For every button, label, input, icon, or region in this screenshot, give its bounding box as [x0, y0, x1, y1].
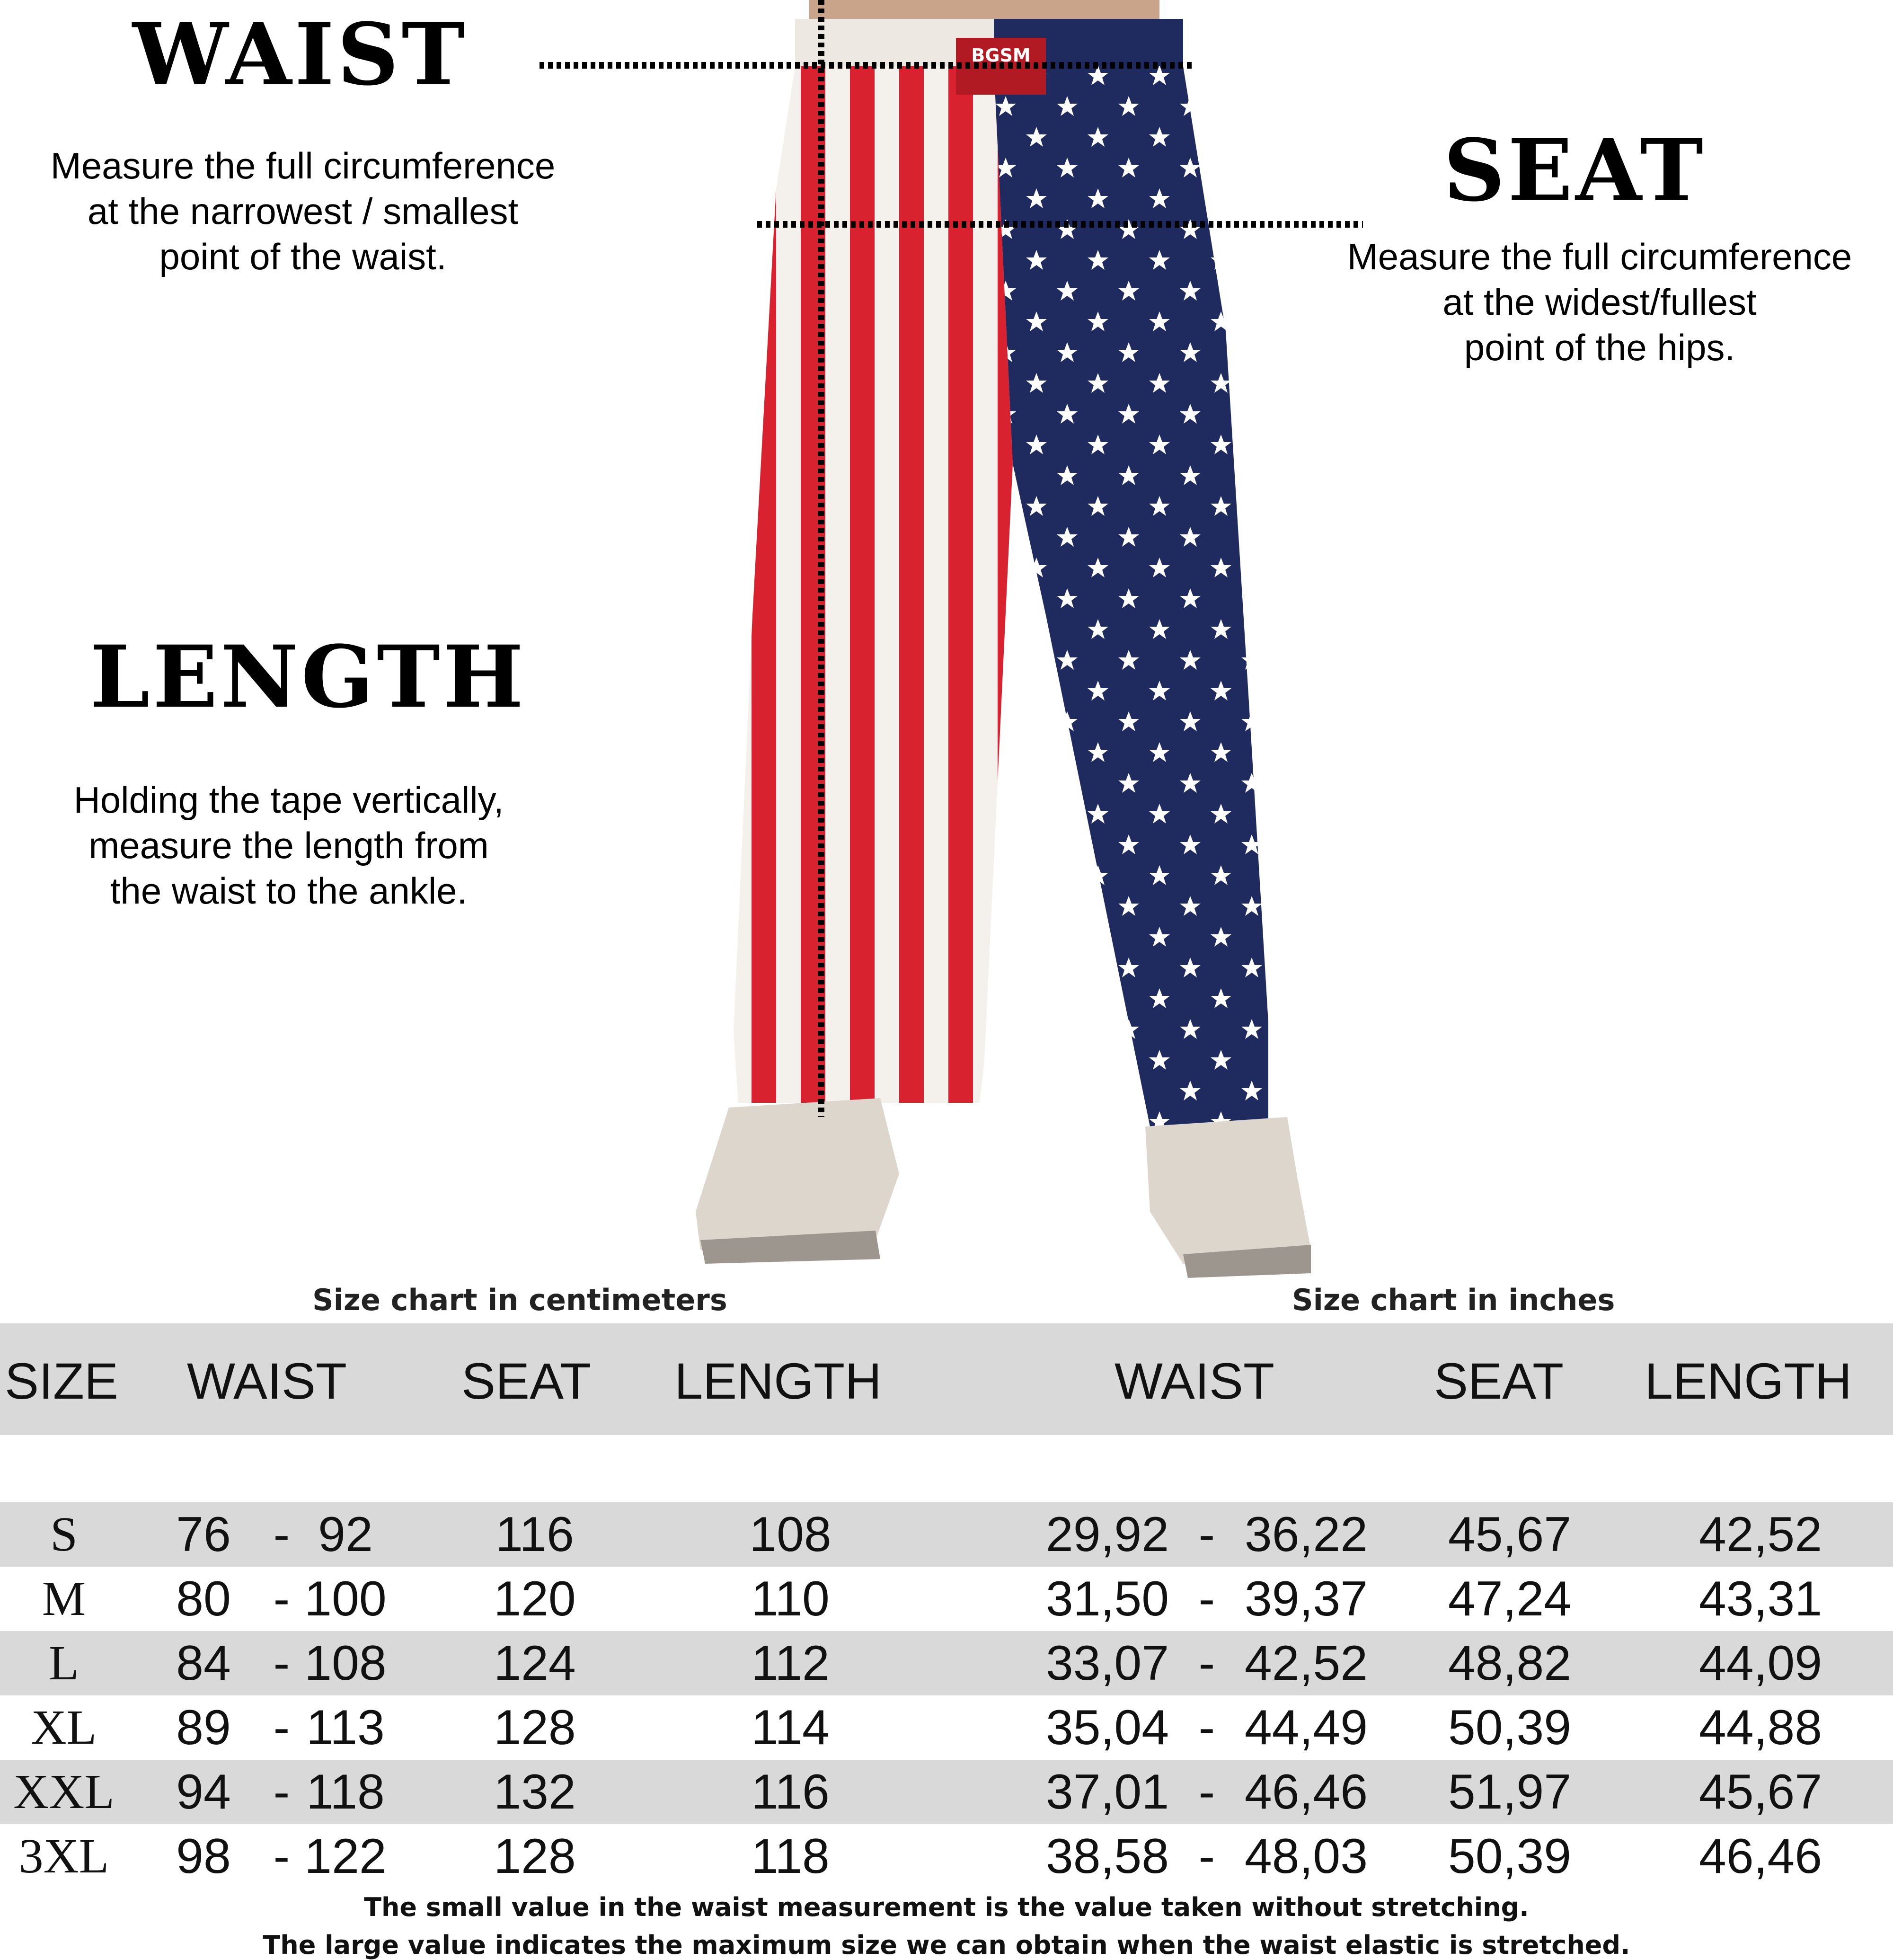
cell-in-waist-separator: -	[1198, 1507, 1215, 1562]
cell-cm-seat: 128	[494, 1829, 576, 1884]
cell-cm-waist-separator: -	[273, 1765, 290, 1819]
cell-cm-waist-max: 122	[304, 1829, 387, 1884]
waist-desc-line: point of the waist.	[159, 236, 447, 277]
waist-desc-line: Measure the full circumference	[50, 145, 556, 186]
cell-cm-waist-min: 76	[176, 1507, 231, 1562]
table-row	[0, 1631, 1893, 1695]
cell-cm-length: 114	[751, 1700, 830, 1755]
table-row	[0, 1760, 1893, 1824]
cell-in-seat: 47,24	[1448, 1571, 1572, 1626]
cell-in-waist-min: 33,07	[1045, 1636, 1169, 1691]
cell-in-length: 44,09	[1698, 1636, 1822, 1691]
cell-in-waist-min: 38,58	[1045, 1829, 1169, 1884]
waist-note-line-2: The large value indicates the maximum size we can obtain when the waist elastic is stretched.	[263, 1930, 1630, 1960]
cell-cm-waist-separator: -	[273, 1829, 290, 1884]
cell-in-seat: 50,39	[1448, 1829, 1572, 1884]
cell-cm-waist-separator: -	[273, 1700, 290, 1755]
cell-in-waist-separator: -	[1198, 1829, 1215, 1884]
cell-in-waist-max: 39,37	[1244, 1571, 1368, 1626]
cell-cm-seat: 132	[494, 1765, 576, 1819]
seat-desc-line: Measure the full circumference	[1347, 236, 1852, 277]
cell-cm-length: 112	[751, 1636, 830, 1691]
length-desc-line: the waist to the ankle.	[110, 870, 468, 912]
cell-in-length: 44,88	[1698, 1700, 1822, 1755]
cell-in-waist-min: 29,92	[1045, 1507, 1169, 1562]
header-cm-waist: WAIST	[187, 1352, 347, 1410]
length-desc-line: measure the length from	[88, 825, 489, 866]
cell-in-waist-separator: -	[1198, 1765, 1215, 1819]
header-in-seat: SEAT	[1434, 1352, 1564, 1410]
cell-cm-seat: 124	[494, 1636, 576, 1691]
cell-cm-waist-min: 84	[176, 1636, 231, 1691]
cell-in-seat: 50,39	[1448, 1700, 1572, 1755]
cell-cm-length: 110	[751, 1571, 830, 1626]
cell-in-seat: 51,97	[1448, 1765, 1572, 1819]
cell-in-waist-max: 48,03	[1244, 1829, 1368, 1884]
cell-cm-waist-separator: -	[273, 1571, 290, 1626]
seat-description	[1306, 234, 1893, 370]
waist-desc-line: at the narrowest / smallest	[87, 190, 519, 232]
cell-cm-seat: 116	[495, 1507, 574, 1562]
cell-in-length: 42,52	[1698, 1507, 1822, 1562]
cell-in-seat: 45,67	[1448, 1507, 1572, 1562]
seat-desc-line: point of the hips.	[1464, 327, 1735, 368]
inch-chart-caption: Size chart in inches	[1292, 1283, 1615, 1317]
cell-in-waist-max: 42,52	[1244, 1636, 1368, 1691]
waist-heading: WAIST	[133, 5, 468, 105]
table-row	[0, 1567, 1893, 1631]
cell-cm-waist-max: 92	[318, 1507, 373, 1562]
cell-in-length: 45,67	[1698, 1765, 1822, 1819]
seat-heading: SEAT	[1443, 121, 1706, 221]
cell-in-length: 43,31	[1698, 1571, 1822, 1626]
brand-label: BGSM	[971, 45, 1031, 66]
length-heading: LENGTH	[90, 627, 527, 727]
cell-in-seat: 48,82	[1448, 1636, 1572, 1691]
cell-cm-waist-min: 98	[176, 1829, 231, 1884]
length-desc-line: Holding the tape vertically,	[73, 779, 504, 821]
cell-cm-waist-max: 100	[304, 1571, 387, 1626]
table-row	[0, 1502, 1893, 1567]
table-row	[0, 1824, 1893, 1889]
cell-in-waist-max: 46,46	[1244, 1765, 1368, 1819]
length-description	[0, 777, 577, 913]
waist-note-line-1: The small value in the waist measurement is the value taken without stretching.	[364, 1892, 1529, 1922]
cell-cm-waist-separator: -	[273, 1636, 290, 1691]
header-size: SIZE	[5, 1352, 119, 1410]
cell-size: S	[50, 1507, 78, 1561]
cell-cm-waist-min: 89	[176, 1700, 231, 1755]
header-cm-seat: SEAT	[461, 1352, 592, 1410]
header-in-length: LENGTH	[1645, 1352, 1852, 1410]
waist-description	[9, 143, 596, 279]
cell-in-waist-max: 44,49	[1244, 1700, 1368, 1755]
cell-in-length: 46,46	[1698, 1829, 1822, 1884]
cell-cm-length: 116	[751, 1765, 830, 1819]
cell-in-waist-separator: -	[1198, 1636, 1215, 1691]
seat-desc-line: at the widest/fullest	[1442, 281, 1757, 323]
cell-cm-seat: 120	[494, 1571, 576, 1626]
cell-in-waist-min: 35,04	[1045, 1700, 1169, 1755]
cell-cm-waist-max: 108	[304, 1636, 387, 1691]
cell-in-waist-min: 31,50	[1045, 1571, 1169, 1626]
header-cm-length: LENGTH	[674, 1352, 882, 1410]
cell-cm-waist-min: 94	[176, 1765, 231, 1819]
cell-cm-length: 108	[749, 1507, 832, 1562]
header-in-waist: WAIST	[1115, 1352, 1274, 1410]
cell-in-waist-separator: -	[1198, 1700, 1215, 1755]
cell-size: M	[42, 1571, 86, 1626]
cell-cm-waist-max: 113	[306, 1700, 385, 1755]
cell-size: XXL	[13, 1765, 115, 1819]
cell-size: XL	[31, 1700, 97, 1755]
table-row	[0, 1695, 1893, 1760]
cell-cm-waist-min: 80	[176, 1571, 231, 1626]
cm-chart-caption: Size chart in centimeters	[312, 1283, 727, 1317]
cell-in-waist-max: 36,22	[1244, 1507, 1368, 1562]
cell-cm-seat: 128	[494, 1700, 576, 1755]
cell-size: L	[49, 1636, 79, 1690]
cell-cm-waist-max: 118	[306, 1765, 385, 1819]
cell-size: 3XL	[18, 1829, 109, 1883]
cell-in-waist-min: 37,01	[1045, 1765, 1169, 1819]
cell-cm-waist-separator: -	[273, 1507, 290, 1562]
cell-cm-length: 118	[751, 1829, 830, 1884]
cell-in-waist-separator: -	[1198, 1571, 1215, 1626]
